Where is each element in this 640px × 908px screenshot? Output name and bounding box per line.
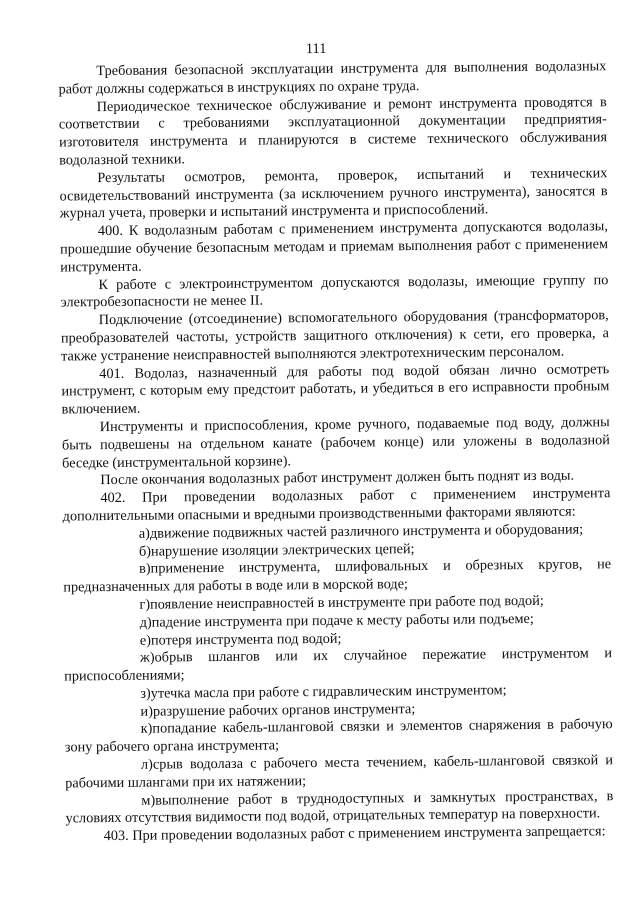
list-marker: е) bbox=[139, 632, 152, 649]
list-item-text: обрыв шлангов или их случайное пережатие инструментом и приспособлениями; bbox=[64, 645, 613, 685]
paragraph: К работе с электроинструментом допускаются водолазы, имеющие группу по электробезопасности не менее II. bbox=[60, 271, 609, 311]
list-item-text: разрушение рабочих органов инструмента; bbox=[152, 700, 416, 720]
list-item-text: падение инструмента при подаче к месту работы или подъеме; bbox=[151, 610, 534, 631]
list-item-text: утечка масла при работе с гидравлическим инструментом; bbox=[150, 682, 507, 702]
list-item bbox=[64, 646, 612, 687]
list-item-text: нарушение изоляции электрических цепей; bbox=[150, 540, 415, 560]
list-item-text: выполнение работ в труднодоступных и замкнутых пространствах, в условиях отсутствия видимости под водой, отрицательных температур на поверхности. bbox=[65, 787, 614, 827]
list-item-text: попадание кабель-шланговой связки и элементов снаряжения в рабочую зону рабочего органа инструмента; bbox=[64, 716, 613, 756]
list-marker: м) bbox=[141, 792, 156, 809]
paragraph: Инструменты и приспособления, кроме ручного, подаваемые под воду, должны быть подвешены на отдельном канате (рабочем конце) или уложены в водолазной беседке (инструментальной корзине). bbox=[61, 414, 610, 472]
paragraph: 400. К водолазным работам с применением инструмента допускаются водолазы, прошедшие обучение безопасным методам и приемам выполнения работ с применением инструмента. bbox=[59, 218, 609, 276]
paragraph: 403. При проведении водолазных работ с применением инструмента запрещается: bbox=[103, 823, 606, 845]
list-item-text: срыв водолаза с рабочего места течением, кабель-шланговой связкой и рабочими шлангами при их натяжении; bbox=[65, 752, 614, 792]
paragraph: Периодическое техническое обслуживание и ремонт инструмента проводятся в соответствии с требованиями эксплуатационной документации предприятия-изготовителя инструмента и планируются в системе технического обслуживания водолазной техники. bbox=[58, 93, 608, 169]
list-marker: з) bbox=[140, 685, 151, 702]
list-item-text: движение подвижных частей различного инструмента и оборудования; bbox=[149, 521, 584, 542]
paragraph: Подключение (отсоединение) вспомогательного оборудования (трансформаторов, преобразователей частоты, устройств защитного отключения) к сети, его проверка, а также устранение неисправностей выполняются электротехническим персоналом. bbox=[60, 307, 609, 365]
document-body bbox=[58, 58, 613, 846]
paragraph: 402. При проведении водолазных работ с применением инструмента дополнительными опасными и вредными производственными факторами являются: bbox=[62, 485, 611, 525]
list-item-text: потеря инструмента под водой; bbox=[150, 630, 342, 649]
list-marker: к) bbox=[140, 721, 153, 738]
list-item bbox=[65, 752, 613, 793]
list-marker: д) bbox=[139, 614, 152, 631]
list-marker: в) bbox=[139, 560, 151, 578]
paragraph: Результаты осмотров, ремонта, проверок, испытаний и технических освидетельствований инструмента (за исключением ручного инструмента), заносятся в журнал учета, проверки и испытаний инструмента и приспособлений. bbox=[59, 165, 608, 222]
list-marker: б) bbox=[138, 543, 152, 560]
list-marker: ж) bbox=[139, 649, 155, 667]
paragraph: Требования безопасной эксплуатации инструмента для выполнения водолазных работ должны содержаться в инструкциях по охране труда. bbox=[58, 58, 607, 98]
list-marker: а) bbox=[138, 525, 150, 542]
list-item bbox=[63, 557, 611, 598]
paragraph: После окончания водолазных работ инструмент должен быть поднят из воды. bbox=[100, 467, 575, 489]
list-item bbox=[65, 717, 613, 758]
paragraph: 401. Водолаз, назначенный для работы под водой обязан лично осмотреть инструмент, с которым ему предстоит работать, и убедиться в его исправности пробным включением. bbox=[61, 360, 610, 418]
list-item bbox=[65, 788, 613, 829]
list-marker: г) bbox=[139, 596, 151, 613]
list-item-text: применение инструмента, шлифовальных и обрезных кругов, не предназначенных для работы в воде или в морской воде; bbox=[63, 556, 612, 596]
list-marker: л) bbox=[140, 756, 153, 773]
page-number: 111 bbox=[305, 40, 327, 58]
list-marker: и) bbox=[140, 703, 153, 720]
list-item-text: появление неисправностей в инструменте при работе под водой; bbox=[150, 592, 544, 613]
